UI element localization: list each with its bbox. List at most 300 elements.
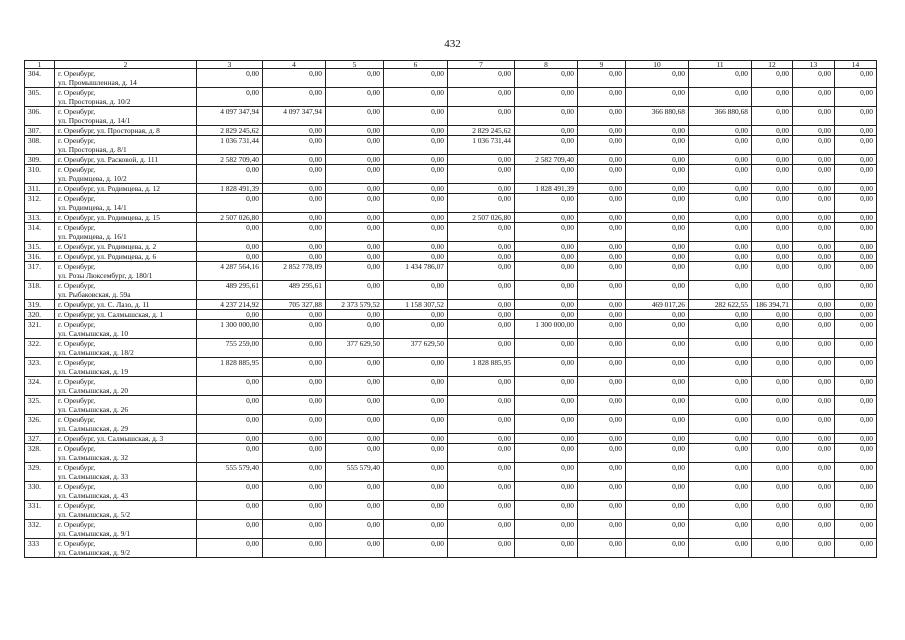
value-cell: 0,00: [835, 69, 877, 88]
row-number: 323.: [25, 358, 55, 377]
value-cell: 0,00: [515, 482, 578, 501]
value-cell: 0,00: [384, 396, 448, 415]
value-cell: 0,00: [578, 136, 626, 155]
value-cell: 0,00: [326, 242, 384, 252]
value-cell: 0,00: [689, 155, 752, 165]
value-cell: 0,00: [515, 213, 578, 223]
address-line: г. Оренбург,: [58, 539, 96, 548]
value-cell: 0,00: [197, 310, 263, 320]
value-cell: 0,00: [448, 539, 515, 558]
value-cell: 0,00: [448, 281, 515, 300]
value-cell: 0,00: [752, 339, 793, 358]
value-cell: 0,00: [197, 88, 263, 107]
value-cell: 0,00: [835, 463, 877, 482]
value-cell: 0,00: [263, 155, 326, 165]
table-row: [25, 165, 877, 184]
value-cell: 0,00: [384, 539, 448, 558]
value-cell: 0,00: [752, 434, 793, 444]
value-cell: 377 629,50: [384, 339, 448, 358]
row-number: 326.: [25, 415, 55, 434]
address-cell: [55, 539, 197, 558]
value-cell: 0,00: [752, 396, 793, 415]
column-header: 11: [689, 61, 752, 69]
value-cell: 0,00: [448, 501, 515, 520]
address-line: г. Оренбург, ул. Просторная, д. 8: [58, 126, 160, 135]
value-cell: 0,00: [578, 310, 626, 320]
value-cell: 0,00: [326, 155, 384, 165]
value-cell: 0,00: [515, 165, 578, 184]
address-cell: [55, 184, 197, 194]
value-cell: 0,00: [626, 396, 689, 415]
value-cell: 0,00: [689, 520, 752, 539]
address-line: ул. Салмышская, д. 26: [58, 405, 129, 414]
value-cell: 186 394,71: [752, 300, 793, 310]
value-cell: 0,00: [752, 194, 793, 213]
value-cell: 0,00: [578, 223, 626, 242]
value-cell: 0,00: [752, 444, 793, 463]
value-cell: 0,00: [793, 194, 835, 213]
value-cell: 0,00: [752, 320, 793, 339]
value-cell: 0,00: [326, 69, 384, 88]
value-cell: 0,00: [626, 281, 689, 300]
value-cell: 0,00: [384, 252, 448, 262]
value-cell: 0,00: [626, 242, 689, 252]
value-cell: 469 017,26: [626, 300, 689, 310]
value-cell: 555 579,40: [326, 463, 384, 482]
value-cell: 0,00: [578, 165, 626, 184]
value-cell: 0,00: [515, 136, 578, 155]
value-cell: 4 287 564,16: [197, 262, 263, 281]
value-cell: 0,00: [793, 242, 835, 252]
value-cell: 0,00: [384, 281, 448, 300]
address-cell: [55, 501, 197, 520]
value-cell: 0,00: [326, 223, 384, 242]
address-line: г. Оренбург,: [58, 136, 96, 145]
value-cell: 0,00: [793, 223, 835, 242]
value-cell: 0,00: [689, 501, 752, 520]
address-cell: [55, 310, 197, 320]
table-row: [25, 242, 877, 252]
value-cell: 0,00: [515, 396, 578, 415]
value-cell: 0,00: [793, 126, 835, 136]
address-line: г. Оренбург, ул. Салмышская, д. 1: [58, 310, 164, 319]
value-cell: 0,00: [578, 482, 626, 501]
value-cell: 0,00: [263, 501, 326, 520]
table-row: [25, 155, 877, 165]
address-line: ул. Розы Люксембург, д. 180/1: [58, 271, 153, 280]
address-line: г. Оренбург,: [58, 69, 96, 78]
value-cell: 0,00: [263, 320, 326, 339]
table-row: [25, 281, 877, 300]
row-number: 304.: [25, 69, 55, 88]
value-cell: 0,00: [578, 539, 626, 558]
address-cell: [55, 223, 197, 242]
value-cell: 0,00: [263, 377, 326, 396]
value-cell: 0,00: [689, 444, 752, 463]
value-cell: 0,00: [626, 165, 689, 184]
value-cell: 0,00: [384, 69, 448, 88]
header-row: [25, 61, 877, 69]
value-cell: 0,00: [578, 194, 626, 213]
value-cell: 0,00: [448, 184, 515, 194]
row-number: 333: [25, 539, 55, 558]
column-header: 12: [752, 61, 793, 69]
value-cell: 0,00: [689, 184, 752, 194]
value-cell: 0,00: [515, 358, 578, 377]
address-line: ул. Салмышская, д. 10: [58, 329, 129, 338]
value-cell: 0,00: [835, 242, 877, 252]
value-cell: 0,00: [384, 107, 448, 126]
value-cell: 0,00: [578, 213, 626, 223]
value-cell: 0,00: [835, 262, 877, 281]
row-number: 331.: [25, 501, 55, 520]
value-cell: 0,00: [835, 136, 877, 155]
address-line: ул. Салмышская, д. 20: [58, 386, 129, 395]
value-cell: 0,00: [752, 463, 793, 482]
value-cell: 0,00: [793, 300, 835, 310]
table-row: [25, 377, 877, 396]
value-cell: 2 507 026,80: [197, 213, 263, 223]
table-row: [25, 194, 877, 213]
value-cell: 0,00: [793, 358, 835, 377]
value-cell: 0,00: [626, 262, 689, 281]
value-cell: 0,00: [578, 415, 626, 434]
table-body: [25, 61, 877, 558]
value-cell: 0,00: [263, 520, 326, 539]
table-row: [25, 396, 877, 415]
row-number: 332.: [25, 520, 55, 539]
value-cell: 0,00: [197, 434, 263, 444]
address-line: г. Оренбург,: [58, 88, 96, 97]
value-cell: 0,00: [752, 184, 793, 194]
row-number: 312.: [25, 194, 55, 213]
value-cell: 0,00: [197, 415, 263, 434]
value-cell: 0,00: [793, 339, 835, 358]
value-cell: 0,00: [326, 194, 384, 213]
value-cell: 0,00: [626, 126, 689, 136]
table-row: [25, 463, 877, 482]
value-cell: 2 582 709,40: [515, 155, 578, 165]
value-cell: 0,00: [326, 482, 384, 501]
row-number: 318.: [25, 281, 55, 300]
value-cell: 0,00: [835, 165, 877, 184]
value-cell: 0,00: [326, 434, 384, 444]
address-cell: [55, 482, 197, 501]
value-cell: 0,00: [626, 136, 689, 155]
column-header: 2: [55, 61, 197, 69]
address-line: ул. Салмышская, д. 19: [58, 367, 129, 376]
address-cell: [55, 396, 197, 415]
row-number: 320.: [25, 310, 55, 320]
value-cell: 0,00: [689, 539, 752, 558]
value-cell: 0,00: [384, 194, 448, 213]
value-cell: 0,00: [689, 88, 752, 107]
value-cell: 1 036 731,44: [448, 136, 515, 155]
value-cell: 0,00: [197, 501, 263, 520]
address-line: ул. Салмышская, д. 18/2: [58, 348, 134, 357]
value-cell: 1 828 491,39: [197, 184, 263, 194]
value-cell: 0,00: [263, 339, 326, 358]
value-cell: 0,00: [793, 252, 835, 262]
value-cell: 0,00: [515, 377, 578, 396]
value-cell: 0,00: [689, 252, 752, 262]
value-cell: 0,00: [793, 155, 835, 165]
value-cell: 0,00: [835, 377, 877, 396]
value-cell: 0,00: [384, 136, 448, 155]
value-cell: 0,00: [578, 184, 626, 194]
value-cell: 282 622,55: [689, 300, 752, 310]
column-header: 14: [835, 61, 877, 69]
value-cell: 0,00: [448, 396, 515, 415]
value-cell: 0,00: [197, 377, 263, 396]
value-cell: 0,00: [263, 434, 326, 444]
row-number: 308.: [25, 136, 55, 155]
value-cell: 0,00: [326, 444, 384, 463]
address-cell: [55, 463, 197, 482]
row-number: 330.: [25, 482, 55, 501]
value-cell: 0,00: [689, 377, 752, 396]
value-cell: 0,00: [263, 310, 326, 320]
value-cell: 0,00: [515, 107, 578, 126]
address-line: г. Оренбург,: [58, 463, 96, 472]
address-line: г. Оренбург,: [58, 194, 96, 203]
value-cell: 0,00: [835, 358, 877, 377]
value-cell: 0,00: [384, 463, 448, 482]
address-line: г. Оренбург, ул. Родимцева, д. 6: [58, 252, 157, 261]
value-cell: 0,00: [626, 310, 689, 320]
address-line: г. Оренбург,: [58, 339, 96, 348]
address-line: г. Оренбург,: [58, 415, 96, 424]
value-cell: 0,00: [626, 482, 689, 501]
value-cell: 0,00: [626, 223, 689, 242]
table-row: [25, 434, 877, 444]
value-cell: 0,00: [835, 223, 877, 242]
value-cell: 0,00: [326, 320, 384, 339]
address-line: г. Оренбург,: [58, 377, 96, 386]
page-number: 432: [444, 38, 461, 50]
row-number: 311.: [25, 184, 55, 194]
value-cell: 0,00: [326, 520, 384, 539]
address-cell: [55, 415, 197, 434]
value-cell: 0,00: [448, 339, 515, 358]
row-number: 328.: [25, 444, 55, 463]
address-cell: [55, 69, 197, 88]
value-cell: 0,00: [835, 300, 877, 310]
value-cell: 0,00: [326, 281, 384, 300]
value-cell: 0,00: [793, 184, 835, 194]
value-cell: 0,00: [689, 396, 752, 415]
value-cell: 0,00: [752, 165, 793, 184]
row-number: 307.: [25, 126, 55, 136]
value-cell: 0,00: [263, 242, 326, 252]
address-cell: [55, 444, 197, 463]
value-cell: 0,00: [326, 88, 384, 107]
value-cell: 0,00: [515, 501, 578, 520]
table-row: [25, 69, 877, 88]
value-cell: 0,00: [752, 281, 793, 300]
value-cell: 0,00: [626, 69, 689, 88]
value-cell: 0,00: [515, 520, 578, 539]
address-cell: [55, 281, 197, 300]
address-line: ул. Салмышская, д. 9/1: [58, 529, 131, 538]
row-number: 306.: [25, 107, 55, 126]
value-cell: 0,00: [326, 252, 384, 262]
value-cell: 0,00: [689, 415, 752, 434]
table-row: [25, 107, 877, 126]
value-cell: 0,00: [197, 252, 263, 262]
row-number: 310.: [25, 165, 55, 184]
value-cell: 0,00: [793, 281, 835, 300]
column-header: 9: [578, 61, 626, 69]
value-cell: 1 036 731,44: [197, 136, 263, 155]
value-cell: 0,00: [448, 444, 515, 463]
column-header: 5: [326, 61, 384, 69]
value-cell: 0,00: [752, 415, 793, 434]
value-cell: 0,00: [752, 242, 793, 252]
value-cell: 0,00: [689, 242, 752, 252]
table-row: [25, 252, 877, 262]
value-cell: 0,00: [835, 184, 877, 194]
value-cell: 0,00: [835, 310, 877, 320]
value-cell: 0,00: [793, 136, 835, 155]
table-row: [25, 213, 877, 223]
table-row: [25, 136, 877, 155]
value-cell: 0,00: [448, 155, 515, 165]
address-line: г. Оренбург, ул. Родимцева, д. 12: [58, 184, 160, 193]
address-line: г. Оренбург, ул. Родимцева, д. 15: [58, 213, 160, 222]
address-line: ул. Просторная, д. 14/1: [58, 116, 131, 125]
column-header: 6: [384, 61, 448, 69]
value-cell: 0,00: [448, 88, 515, 107]
value-cell: 0,00: [626, 194, 689, 213]
address-line: г. Оренбург,: [58, 281, 96, 290]
address-line: г. Оренбург,: [58, 482, 96, 491]
value-cell: 1 434 786,07: [384, 262, 448, 281]
value-cell: 0,00: [835, 339, 877, 358]
column-header: 8: [515, 61, 578, 69]
value-cell: 0,00: [752, 310, 793, 320]
address-cell: [55, 155, 197, 165]
value-cell: 705 327,88: [263, 300, 326, 310]
value-cell: 1 300 000,00: [515, 320, 578, 339]
value-cell: 0,00: [689, 434, 752, 444]
address-line: ул. Салмышская, д. 29: [58, 424, 129, 433]
address-cell: [55, 377, 197, 396]
address-cell: [55, 165, 197, 184]
value-cell: 0,00: [689, 358, 752, 377]
value-cell: 1 828 885,95: [448, 358, 515, 377]
value-cell: 0,00: [578, 501, 626, 520]
row-number: 316.: [25, 252, 55, 262]
value-cell: 0,00: [197, 482, 263, 501]
address-line: г. Оренбург,: [58, 501, 96, 510]
value-cell: 0,00: [448, 194, 515, 213]
address-cell: [55, 520, 197, 539]
value-cell: 0,00: [793, 213, 835, 223]
value-cell: 0,00: [578, 396, 626, 415]
value-cell: 0,00: [689, 281, 752, 300]
value-cell: 0,00: [835, 444, 877, 463]
value-cell: 0,00: [689, 136, 752, 155]
column-header: 7: [448, 61, 515, 69]
table-row: [25, 223, 877, 242]
address-line: ул. Салмышская, д. 32: [58, 453, 129, 462]
value-cell: 0,00: [689, 223, 752, 242]
value-cell: 0,00: [263, 358, 326, 377]
value-cell: 0,00: [752, 262, 793, 281]
value-cell: 0,00: [448, 377, 515, 396]
address-line: г. Оренбург,: [58, 320, 96, 329]
value-cell: 0,00: [626, 358, 689, 377]
value-cell: 0,00: [835, 539, 877, 558]
address-line: г. Оренбург,: [58, 107, 96, 116]
value-cell: 0,00: [752, 155, 793, 165]
value-cell: 0,00: [793, 444, 835, 463]
address-line: ул. Салмышская, д. 5/2: [58, 510, 131, 519]
row-number: 324.: [25, 377, 55, 396]
value-cell: 0,00: [793, 320, 835, 339]
value-cell: 0,00: [197, 539, 263, 558]
value-cell: 0,00: [263, 88, 326, 107]
value-cell: 0,00: [793, 501, 835, 520]
address-cell: [55, 320, 197, 339]
value-cell: 0,00: [326, 396, 384, 415]
value-cell: 0,00: [515, 339, 578, 358]
value-cell: 0,00: [197, 396, 263, 415]
value-cell: 0,00: [835, 252, 877, 262]
value-cell: 0,00: [626, 434, 689, 444]
value-cell: 0,00: [578, 126, 626, 136]
value-cell: 0,00: [689, 339, 752, 358]
value-cell: 0,00: [752, 107, 793, 126]
value-cell: 0,00: [835, 415, 877, 434]
row-number: 313.: [25, 213, 55, 223]
value-cell: 0,00: [197, 242, 263, 252]
value-cell: 0,00: [626, 88, 689, 107]
value-cell: 0,00: [835, 88, 877, 107]
value-cell: 0,00: [578, 281, 626, 300]
value-cell: 0,00: [263, 396, 326, 415]
value-cell: 0,00: [793, 88, 835, 107]
value-cell: 0,00: [752, 126, 793, 136]
value-cell: 0,00: [578, 107, 626, 126]
value-cell: 2 507 026,80: [448, 213, 515, 223]
value-cell: 0,00: [752, 213, 793, 223]
value-cell: 0,00: [515, 69, 578, 88]
value-cell: 0,00: [578, 300, 626, 310]
value-cell: 0,00: [384, 126, 448, 136]
value-cell: 0,00: [793, 377, 835, 396]
value-cell: 0,00: [515, 252, 578, 262]
table-row: [25, 415, 877, 434]
value-cell: 0,00: [793, 539, 835, 558]
address-line: г. Оренбург,: [58, 358, 96, 367]
value-cell: 0,00: [689, 213, 752, 223]
value-cell: 0,00: [578, 262, 626, 281]
value-cell: 0,00: [835, 194, 877, 213]
address-cell: [55, 242, 197, 252]
address-cell: [55, 126, 197, 136]
value-cell: 0,00: [263, 213, 326, 223]
address-cell: [55, 358, 197, 377]
value-cell: 366 880,68: [626, 107, 689, 126]
value-cell: 0,00: [263, 126, 326, 136]
value-cell: 0,00: [515, 126, 578, 136]
address-line: ул. Просторная, д. 10/2: [58, 97, 131, 106]
value-cell: 0,00: [448, 415, 515, 434]
value-cell: 0,00: [578, 242, 626, 252]
value-cell: 0,00: [626, 213, 689, 223]
